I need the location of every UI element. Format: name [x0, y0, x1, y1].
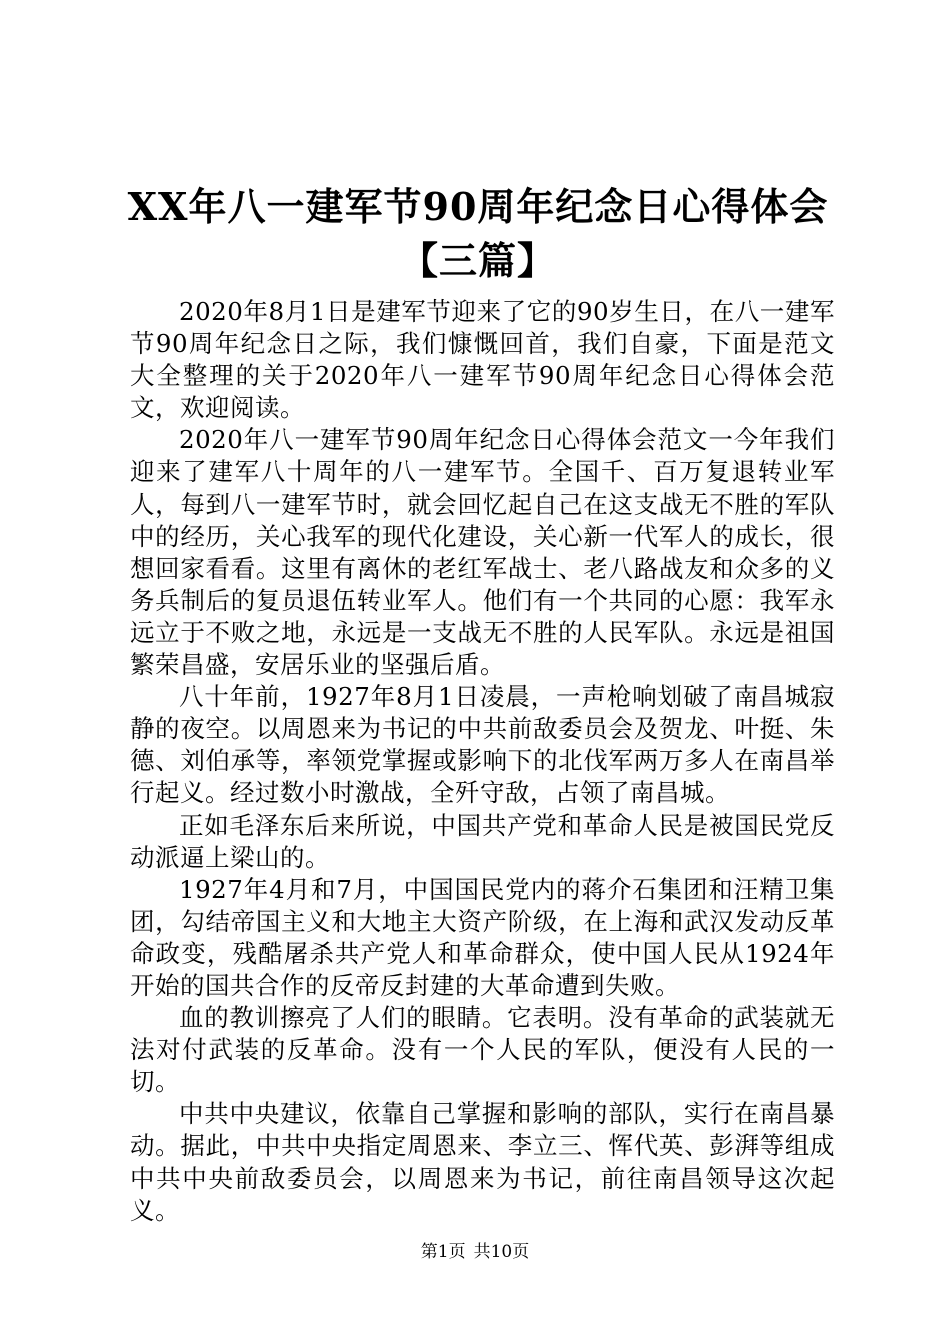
page-number: 第1页: [420, 1242, 466, 1262]
page-total: 共10页: [473, 1242, 530, 1262]
paragraph-lesson: 血的教训擦亮了人们的眼睛。它表明。没有革命的武装就无法对付武装的反革命。没有一个人民的军队，便没有人民的一切。: [130, 1003, 835, 1097]
paragraph-central-committee: 中共中央建议，依靠自己掌握和影响的部队，实行在南昌暴动。据此，中共中央指定周恩来、李立三、恽代英、彭湃等组成中共中央前敌委员会，以周恩来为书记，前往南昌领导这次起义。: [130, 1099, 835, 1225]
document-body: [130, 296, 835, 1227]
paragraph-essay-one: 2020年八一建军节90周年纪念日心得体会范文一今年我们迎来了建军八十周年的八一建军节。全国千、百万复退转业军人，每到八一建军节时，就会回忆起自己在这支战无不胜的军队中的经历，关心我军的现代化建设，关心新一代军人的成长，很想回家看看。这里有离休的老红军战士、老八路战友和众多的义务兵制后的复员退伍转业军人。他们有一个共同的心愿：我军永远立于不败之地，永远是一支战无不胜的人民军队。永远是祖国繁荣昌盛，安居乐业的坚强后盾。: [130, 425, 835, 680]
paragraph-mao-quote: 正如毛泽东后来所说，中国共产党和革命人民是被国民党反动派逼上梁山的。: [130, 810, 835, 872]
document-title: XX年八一建军节90周年纪念日心得体会【三篇】: [127, 184, 829, 283]
paragraph-nanchang-uprising: 八十年前，1927年8月1日凌晨，一声枪响划破了南昌城寂静的夜空。以周恩来为书记的中共前敌委员会及贺龙、叶挺、朱德、刘伯承等，率领党掌握或影响下的北伐军两万多人在南昌举行起义。经过数小时激战，全歼守敌，占领了南昌城。: [130, 682, 835, 808]
paragraph-intro: 2020年8月1日是建军节迎来了它的90岁生日，在八一建军节90周年纪念日之际，我们慷慨回首，我们自豪，下面是范文大全整理的关于2020年八一建军节90周年纪念日心得体会范文，欢迎阅读。: [130, 297, 835, 423]
paragraph-1927-coup: 1927年4月和7月，中国国民党内的蒋介石集团和汪精卫集团，勾结帝国主义和大地主大资产阶级，在上海和武汉发动反革命政变，残酷屠杀共产党人和革命群众，使中国人民从1924年开始的国共合作的反帝反封建的大革命遭到失败。: [130, 874, 835, 1000]
page-footer: [0, 1241, 950, 1263]
